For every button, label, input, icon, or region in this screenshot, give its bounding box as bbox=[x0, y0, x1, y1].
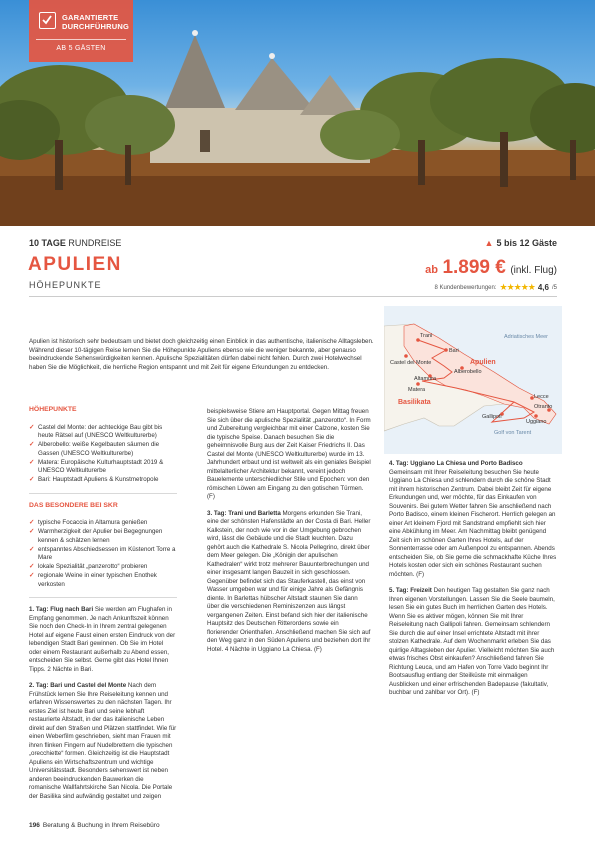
place-marker bbox=[534, 414, 538, 418]
region-label-apulien: Apulien bbox=[470, 359, 496, 366]
divider bbox=[29, 296, 557, 297]
customer-rating: 8 Kundenbewertungen: ★★★★★ 4,6 /5 bbox=[434, 282, 557, 292]
day-2-continued: beispielsweise Stiere am Hauptportal. Gegen Mittag freuen Sie sich über die apulische Spezialität „panzerotto“. In Form und Zubereitung vergleichbar mit einer Calzone, kosten Sie die typische Speise. Danach besuchen Sie die geheimnisvolle Burg aus der Zeit Kaiser Friedrichs II. Das Castel del Monte (UNESCO Weltkulturerbe) wurde im 13. Jahrhundert erbaut und ist weltweit als ein geniales Beispiel mittelalterlicher Architektur bekannt, vereint jedoch Bauelemente unterschiedlicher Stile und Epochen: von den römischen Löwen am Eingang zu den gotischen Türmen. (F) bbox=[207, 408, 371, 500]
checkmark-icon bbox=[39, 12, 56, 29]
region-label-basilikata: Basilikata bbox=[398, 399, 431, 406]
place-label: Matera bbox=[408, 387, 426, 393]
list-item: ✓ Alberobello: weiße Kegelbauten säumen die Gassen (UNESCO Weltkulturerbe) bbox=[29, 441, 177, 458]
page-footer: 196 Beratung & Buchung in Ihrem Reisebüro bbox=[29, 822, 160, 829]
place-label: Bari bbox=[449, 348, 459, 354]
list-item: ✓ typische Focaccia in Altamura genießen bbox=[29, 519, 177, 528]
trip-duration: 10 TAGE RUNDREISE bbox=[29, 238, 122, 248]
list-item: ✓ Castel del Monte: der achteckige Bau gibt bis heute Rätsel auf (UNESCO Weltkulturerbe) bbox=[29, 424, 177, 441]
price-value: 1.899 € bbox=[442, 257, 506, 278]
place-label: Castel del Monte bbox=[390, 360, 432, 366]
day-1: 1. Tag: Flug nach Bari Sie werden am Flughafen in Empfang genommen. Je nach Ankunftszeit können Sie noch den Check-In in Ihrem zentral gelegenen Hotel auf eigene Faust einen ersten Eindruck von der lebendigen Stadt Bari gewinnen. Ob Sie im Hotel oder einem Restaurant außerhalb zu Abend essen, entscheiden Sie selbst. Gerne gibt das Hotel Ihnen Tipps. 2 Nächte in Bari. bbox=[29, 606, 176, 673]
group-size: ▲ 5 bis 12 Gäste bbox=[484, 238, 557, 248]
hero-image bbox=[0, 0, 595, 226]
list-item: ✓ lokale Spezialität „panzerotto“ probieren bbox=[29, 563, 177, 572]
place-label: Altamura bbox=[414, 376, 437, 382]
place-label: Alberobello bbox=[454, 369, 482, 375]
list-item: ✓ regionale Weine in einer typischen Enothek verkosten bbox=[29, 572, 177, 589]
place-marker bbox=[404, 354, 408, 358]
day-5: 5. Tag: Freizeit Den heutigen Tag gestalten Sie ganz nach Ihren eigenen Vorstellungen. Lassen Sie die Seele baumeln, lesen Sie ein gutes Buch im herrlichen Garten des Hotels. Wenn Sie es aktiver mögen, können Sie mit Ihrer Reiseleitung nach Gallipoli fahren. Gemeinsam schlendern Sie durch die auf einer Insel errichtete Altstadt mit ihrer stolzen Kathedrale. Auf dem Wochenmarkt erleben Sie das quirlige Alltagsleben der Apulier. Vielleicht möchten Sie auch etwas frisches Obst einkaufen? Anschließend fahren Sie Richtung Leuca, und am Hafen von Torre Vado beginnt Ihr Bootsausflug entlang der Steilküste mit einmaligen Ausblicken und einer erfrischenden Badepause (fakultativ, buchbar und zahlbar vor Ort). (F) bbox=[389, 587, 555, 696]
special-list bbox=[29, 519, 177, 589]
place-marker bbox=[416, 382, 420, 386]
column-2 bbox=[207, 408, 371, 662]
place-label: Gallipoli bbox=[482, 414, 502, 420]
place-label: Uggiano bbox=[526, 419, 547, 425]
badge-title: GARANTIERTE DURCHFÜHRUNG bbox=[62, 13, 129, 31]
column-1 bbox=[29, 406, 177, 809]
highlights-list bbox=[29, 424, 177, 485]
page-subtitle: HÖHEPUNKTE bbox=[29, 280, 102, 290]
page-title: APULIEN bbox=[28, 254, 122, 275]
highlights-heading: HÖHEPUNKTE bbox=[29, 406, 77, 413]
price: ab 1.899 € (inkl. Flug) bbox=[425, 257, 557, 278]
divider bbox=[29, 493, 177, 494]
badge-guests: AB 5 GÄSTEN bbox=[56, 45, 106, 52]
day-2: 2. Tag: Bari und Castel del Monte Nach dem Frühstück lernen Sie Ihre Reiseleitung kennen und erfahren Wissenswertes zu den nächsten Tagen. Ihr erstes Ziel ist heute Bari und seine lebhaft restaurierte Altstadt, in der das italienische Leben direkt auf den Straßen und Plätzen stattfindet. Wie für einen Weberfilm geschrieben, sieht man Frauen mit ihren flinken Fingern auf Nudelbrettern die typischen „orecchiette“ formen. Gleichzeitig ist die Hauptstadt Apuliens ein Wirtschaftszentrum und wichtige Universitätsstadt. Besonders sehenswert ist neben anderen beeindruckenden Bauwerken die romanische Wallfahrtskirche San Nicola. Die Portale der Basilika sind aufwändig gestaltet und zeigen bbox=[29, 682, 177, 800]
column-3 bbox=[389, 460, 557, 706]
star-rating-icon: ★★★★★ bbox=[499, 282, 535, 292]
group-icon: ▲ bbox=[484, 238, 494, 248]
guaranteed-departure-badge bbox=[29, 0, 133, 62]
place-label: Lecce bbox=[534, 394, 549, 400]
list-item: ✓ Warmherzigkeit der Apulier bei Begegnungen kennen & schätzen lernen bbox=[29, 528, 177, 545]
special-heading: DAS BESONDERE BEI SKR bbox=[29, 501, 118, 509]
place-label: Otranto bbox=[534, 404, 553, 410]
sea-label-north: Adriatisches Meer bbox=[504, 334, 549, 340]
day-4: 4. Tag: Uggiano La Chiesa und Porto Badisco Gemeinsam mit Ihrer Reiseleitung besuchen Sie heute Uggiano La Chiesa und schlendern durch die schöne Stadt mit ihrem historischen Zentrum. Dabei bleibt Zeit für eigene Erkundungen und, wer möchte, für das Einkaufen von Souvenirs. Bei gutem Wetter fahren Sie anschließend nach Porto Badisco, einem kleinen Fischerort. Herrlich gelegen an einer Art kleinem Fjord mit Sandstrand empfiehlt sich hier eine Abkühlung im Meer. Am Nachmittag bleibt genügend Zeit sich im schönen Garten Ihres Hotels, auf der Sonnenterrasse oder am Außenpool zu entspannen. Abends entscheiden Sie, ob Sie gerne die schmackhafte Küche Ihres Hotels kosten oder sich ein schönes Restaurant suchen möchten. (F) bbox=[389, 460, 557, 578]
divider bbox=[29, 597, 177, 598]
list-item: ✓ Matera: Europäische Kulturhauptstadt 2019 & UNESCO Weltkulturerbe bbox=[29, 459, 177, 476]
route-map bbox=[384, 306, 562, 454]
list-item: ✓ Bari: Hauptstadt Apuliens & Kunstmetropole bbox=[29, 476, 177, 485]
page-number: 196 bbox=[29, 822, 40, 829]
sea-label-south: Golf von Tarent bbox=[494, 430, 532, 436]
list-item: ✓ entspanntes Abschiedsessen im Küstenort Torre a Mare bbox=[29, 546, 177, 563]
place-label: Trani bbox=[420, 333, 433, 339]
intro-text: Apulien ist historisch sehr bedeutsam und bietet doch gleichzeitig einen Einblick in das authentische, italienische Alltagsleben. Während dieser 10-tägigen Reise lernen Sie die Höhepunkte Apuliens ebenso wie die weniger bekannte, aber genauso beeindruckende Sehenswürdigkeiten kennen. Apulische Spezialitäten dürfen dabei nicht fehlen. Durch zwei Hotelwechsel haben Sie die Möglichkeit, die herrliche Region entspannt und mit Zeit für eigene Erkundungen zu entdecken. bbox=[29, 338, 374, 371]
place-marker bbox=[444, 348, 448, 352]
day-3: 3. Tag: Trani und Barletta Morgens erkunden Sie Trani, eine der schönsten Hafenstädte an der Costa di Bari. Heller Kalkstein, der noch wie vor in der Umgebung gebrochen wird, lässt die Gebäude und die Stadt leuchten. Dazu gehört auch die Kathedrale S. Nicola Pellegrino, direkt über dem Meer gelegen. Die „Königin der apulischen Kathedralen“ wirkt trotz mehrerer Bauunterbrechungen und einer insgesamt langen Bauzeit in sich geschlossen. Gegenüber befindet sich das Stauferkastell, das einst von Wasser umgeben war und für einige Jahre als Gefängnis diente. In Barlettas hübscher Altstadt staunen Sie dann über die verschiedenen Reminiszenzen aus längst vergangenen Zeiten. Einst befand sich hier der italienische Hauptsitz des Deutschen Ritterordens sowie ein florierender Orienthafen. Anschließend machen Sie sich auf den Weg ganz in den Süden Apuliens und beziehen dort Ihr Hotel. 4 Nächte in Uggiano La Chiesa. (F) bbox=[207, 509, 371, 653]
